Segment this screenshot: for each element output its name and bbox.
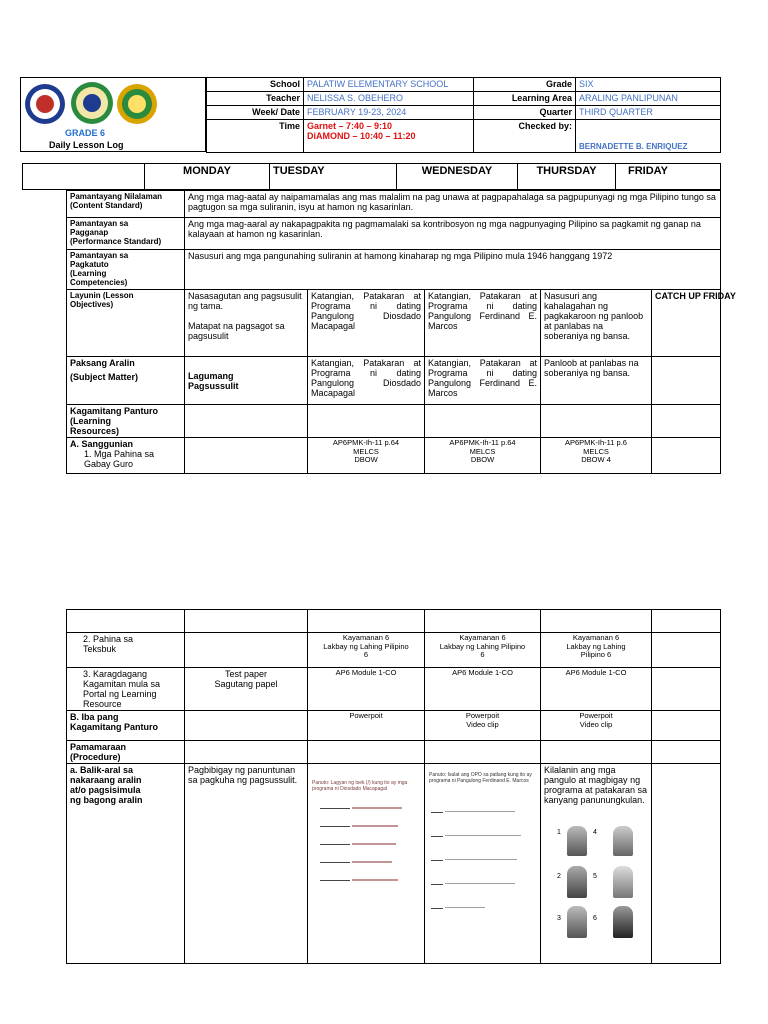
blank-cell: [67, 610, 185, 633]
objective-friday: CATCH UP FRIDAY: [652, 290, 721, 357]
additional-materials-tuesday: AP6 Module 1-CO: [308, 668, 425, 711]
header-block: [20, 77, 720, 152]
time-value: [304, 120, 474, 153]
checked-by-name: BERNADETTE B. ENRIQUEZ: [579, 142, 688, 151]
president-photo-icon: [567, 906, 587, 938]
teacher-label: Teacher: [207, 92, 304, 106]
competencies-label: Pamantayan sa Pagkatuto (Learning Competencies): [67, 250, 185, 290]
quarter-value: THIRD QUARTER: [576, 106, 721, 120]
president-photo-icon: [567, 826, 587, 856]
review-friday: [652, 764, 721, 964]
other-materials-monday: [185, 711, 308, 741]
references-monday: [185, 438, 308, 474]
subject-tuesday: Katangian, Patakaran at Programa ni dating Pangulong Diosdado Macapagal: [308, 357, 425, 405]
checked-by-cell: [576, 120, 721, 153]
lesson-table-2: [66, 609, 721, 964]
review-wednesday: [425, 764, 541, 964]
performance-standard-label: Pamantayan sa Pagganap (Performance Standard): [67, 218, 185, 250]
presidents-photo-grid: [557, 826, 637, 936]
subject-thursday: Panloob at panlabas na soberaniya ng bansa.: [541, 357, 652, 405]
tuesday-worksheet-text: Panuto: Lagyan ng tsek (/) kung ito ay mga programa ni Diosdado Macapagal: [312, 780, 408, 792]
resources-label: Kagamitang Panturo (Learning Resources): [67, 405, 185, 438]
resources-wednesday: [425, 405, 541, 438]
textbook-tuesday: Kayamanan 6 Lakbay ng Lahing Pilipino 6: [308, 633, 425, 668]
objective-wednesday: Katangian, Patakaran at Programa ni dating Pangulong Ferdinand E. Marcos: [425, 290, 541, 357]
grade-value: SIX: [576, 78, 721, 92]
logo-panel: [20, 77, 206, 152]
school-value: PALATIW ELEMENTARY SCHOOL: [304, 78, 474, 92]
time-line-2: DiAMOND – 10:40 – 11:20: [307, 131, 416, 141]
area-label: Learning Area: [474, 92, 576, 106]
day-friday: FRIDAY: [616, 164, 721, 190]
number-label-2: 2: [557, 873, 561, 880]
objectives-label: Layunin (Lesson Objectives): [67, 290, 185, 357]
log-title: Daily Lesson Log: [49, 140, 124, 150]
grade-key: Grade: [474, 78, 576, 92]
deped-seal-icon: [25, 84, 65, 124]
days-blank-cell: [23, 164, 145, 190]
review-label: a. Balik-aral sa nakaraang aralin at/o pagsisimula ng bagong aralin: [67, 764, 185, 964]
time-label: Time: [207, 120, 304, 153]
checked-label: Checked by:: [474, 120, 576, 153]
subject-label-2: (Subject Matter): [70, 372, 139, 382]
day-thursday: THURSDAY: [518, 164, 616, 190]
president-photo-icon: [613, 906, 633, 938]
president-photo-icon: [613, 866, 633, 898]
day-tuesday: TUESDAY: [270, 164, 397, 190]
references-tuesday: AP6PMK-Ih-11 p.64 MELCS DBOW: [308, 438, 425, 474]
area-value: ARALING PANLIPUNAN: [576, 92, 721, 106]
additional-materials-thursday: AP6 Module 1-CO: [541, 668, 652, 711]
school-seal-icon: [117, 84, 157, 124]
review-tuesday: [308, 764, 425, 964]
procedure-label: Pamamaraan (Procedure): [67, 741, 185, 764]
performance-standard: Ang mga mag-aaral ay nakapagpakita ng pagmamalaki sa kontribosyon ng mga nagpunyaging Pilipino sa pagkamit ng ganap na kalayaan at hamon ng kasarinlan.: [185, 218, 721, 250]
other-materials-label: B. Iba pang Kagamitang Panturo: [67, 711, 185, 741]
additional-materials-monday: Test paper Sagutang papel: [185, 668, 308, 711]
subject-label: [67, 357, 185, 405]
objective-monday: [185, 290, 308, 357]
objective-monday-2: Matapat na pagsagot sa pagsusulit: [188, 321, 285, 341]
number-label-6: 6: [593, 915, 597, 922]
references-sub: 1. Mga Pahina sa Gabay Guro: [84, 449, 155, 469]
number-label-1: 1: [557, 829, 561, 836]
additional-materials-wednesday: AP6 Module 1-CO: [425, 668, 541, 711]
teacher-value: NELISSA S. OBEHERO: [304, 92, 474, 106]
quarter-label: Quarter: [474, 106, 576, 120]
number-label-3: 3: [557, 915, 561, 922]
number-label-4: 4: [593, 829, 597, 836]
additional-materials-friday: [652, 668, 721, 711]
competencies: Nasusuri ang mga pangunahing suliranin at hamong kinaharap ng mga Pilipino mula 1946 hanggang 1972: [185, 250, 721, 290]
wednesday-worksheet-image: [429, 772, 537, 922]
district-seal-icon: [71, 82, 113, 124]
subject-label-1: Paksang Aralin: [70, 358, 135, 368]
subject-wednesday: Katangian, Patakaran at Programa ni dating Pangulong Ferdinand E. Marcos: [425, 357, 541, 405]
subject-friday: [652, 357, 721, 405]
days-header-row: [22, 163, 721, 190]
lesson-table-1: [66, 190, 736, 474]
day-monday: MONDAY: [145, 164, 270, 190]
references-friday: [652, 438, 721, 474]
resources-tuesday: [308, 405, 425, 438]
other-materials-thursday: Powerpoit Video clip: [541, 711, 652, 741]
references-thursday: AP6PMK-Ih-11 p.6 MELCS DBOW 4: [541, 438, 652, 474]
other-materials-wednesday: Powerpoit Video clip: [425, 711, 541, 741]
wednesday-worksheet-text: Panuto: Isulat ang OPO sa patlang kung ito ay programa ni Pangulong Ferdinand E. Marcos: [429, 772, 532, 784]
day-wednesday: WEDNESDAY: [397, 164, 518, 190]
objective-thursday: Nasusuri ang kahalagahan ng pagkakaroon ng panloob at panlabas na soberaniya ng bansa.: [541, 290, 652, 357]
references-title: A. Sanggunian: [70, 439, 133, 449]
review-monday: Pagbibigay ng panuntunan sa pagkuha ng pagsussulit.: [185, 764, 308, 964]
resources-thursday: [541, 405, 652, 438]
tuesday-worksheet-image: [312, 780, 420, 900]
review-thursday: [541, 764, 652, 964]
time-line-1: Garnet – 7:40 – 9:10: [307, 121, 393, 131]
textbook-monday: [185, 633, 308, 668]
header-info-table: [206, 77, 721, 153]
grade-label: GRADE 6: [65, 128, 106, 138]
subject-monday: Lagumang Pagsussulit: [185, 357, 308, 405]
references-wednesday: AP6PMK-Ih-11 p.64 MELCS DBOW: [425, 438, 541, 474]
objective-monday-1: Nasasagutan ang pagsusulit ng tama.: [188, 291, 302, 311]
textbook-friday: [652, 633, 721, 668]
additional-materials-label: 3. Karagdagang Kagamitan mula sa Portal ng Learning Resource: [67, 668, 185, 711]
other-materials-friday: [652, 711, 721, 741]
textbook-wednesday: Kayamanan 6 Lakbay ng Lahing Pilipino 6: [425, 633, 541, 668]
week-value: FEBRUARY 19-23, 2024: [304, 106, 474, 120]
references-label: [67, 438, 185, 474]
president-photo-icon: [567, 866, 587, 898]
review-thursday-text: Kilalanin ang mga pangulo at magbigay ng programa at patakaran sa kanyang panunungkulan.: [544, 765, 648, 805]
content-standard: Ang mga mag-aatal ay naipamamalas ang mas malalim na pag unawa at pagpapahalaga sa pagpupunyagi ng mga Pilipino tungo sa pagtugon sa mga suliranin, isyu at hamon ng kasarinlan.: [185, 191, 721, 218]
number-label-5: 5: [593, 873, 597, 880]
resources-friday: [652, 405, 721, 438]
school-label: School: [207, 78, 304, 92]
week-label: Week/ Date: [207, 106, 304, 120]
objective-tuesday: Katangian, Patakaran at Programa ni dating Pangulong Diosdado Macapagal: [308, 290, 425, 357]
other-materials-tuesday: Powerpoit: [308, 711, 425, 741]
resources-monday: [185, 405, 308, 438]
content-standard-label: Pamantayang Nilalaman (Content Standard): [67, 191, 185, 218]
textbook-thursday: Kayamanan 6 Lakbay ng Lahing Pilipino 6: [541, 633, 652, 668]
textbook-label: 2. Pahina sa Teksbuk: [67, 633, 185, 668]
president-photo-icon: [613, 826, 633, 856]
